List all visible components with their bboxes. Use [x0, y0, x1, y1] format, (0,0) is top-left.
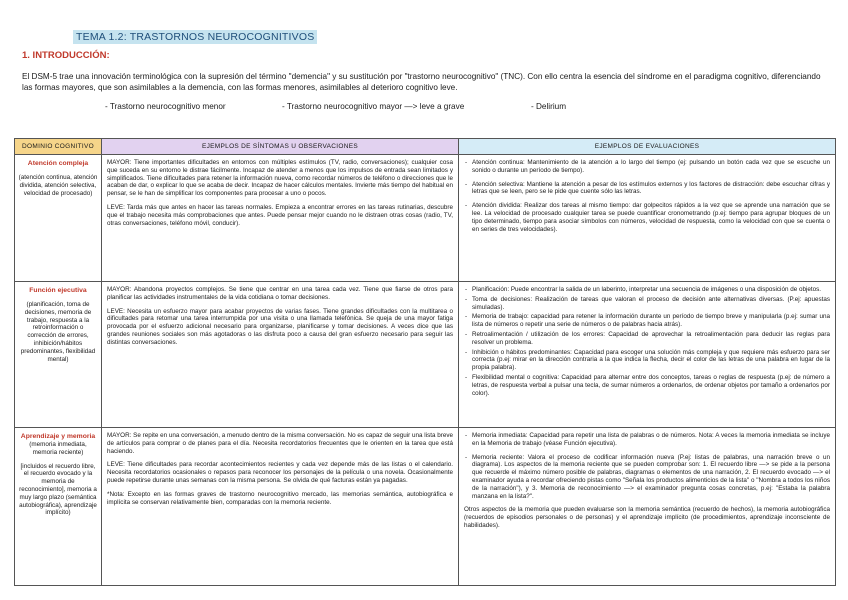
type-delirium: - Delirium — [531, 102, 567, 111]
example-mayor: MAYOR: Tiene importantes dificultades en entornos con múltiples estímulos (TV, radio, conversaciones); cualquier cosa que suceda en su entorno le distrae fácilmente. Incapaz de atender a menos que los impulsos de entrada sean limitados y simplificados. Tiene dificultades para retener la información nueva, como recordar números de teléfono o direcciones que le acaban de dar, o explicar lo que se acaba de decir. Incapaz de hacer cálculos mentales. Invierte más tiempo del habitual en pensar, se le han de simplificar los componentes para procesar a uno o pocos. — [107, 159, 453, 198]
list-item: - Atención dividida: Realizar dos tareas al mismo tiempo: dar golpecitos rápidos a la vez que se aprende una narración que se lee. La velocidad de procesado cualquier tarea se puede cuantificar cronometrando (p.ej: tiempo para agrupar bloques de un tipo determinado, tiempo para asociar símbolos con números, velocidad de respuesta, como la velocidad con que se cuenta o en series de tres velocidades). — [464, 202, 830, 233]
example-leve: LEVE: Necesita un esfuerzo mayor para acabar proyectos de varias fases. Tiene grandes dificultades con la multitarea o dificultades para retomar una tarea interrumpida por una visita o una llamada telefónica. Se queja de una mayor fatiga provocada por el esfuerzo adicional necesario para organizarse, planificarse y tomar decisiones. A veces dice que las grandes reuniones sociales son más agotadoras o las disfruta poco a causa del gran esfuerzo necesario para seguir las distintas conversaciones. — [107, 307, 453, 346]
domain-inline-sub: (memoria inmediata, memoria reciente) — [29, 441, 87, 456]
type-minor: - Trastorno neurocognitivo menor — [105, 102, 226, 111]
example-leve: LEVE: Tarda más que antes en hacer las tareas normales. Empieza a encontrar errores en las tareas rutinarias, descubre que el trabajo necesita más comprobaciones que antes. Puede pensar mejor cuando no le distraen otras cosas (radio, TV, otras conversaciones, teléfono móvil, conducir). — [107, 203, 453, 227]
evaluation-list — [464, 159, 830, 233]
document-title: TEMA 1.2: TRASTORNOS NEUROCOGNITIVOS — [73, 30, 317, 44]
header-examples: EJEMPLOS DE SÍNTOMAS U OBSERVACIONES — [102, 139, 459, 155]
domain-title: Atención compleja — [27, 160, 89, 167]
table-row — [15, 428, 836, 586]
domain-title: Aprendizaje y memoria — [20, 433, 96, 440]
evaluation-cell — [459, 428, 836, 586]
list-item: - Retroalimentación / utilización de los errores: Capacidad de aprovechar la retroalimentación para deducir las reglas para resolver un problema. — [464, 331, 830, 347]
domain-cell — [15, 282, 102, 428]
domain-subtitle: (planificación, toma de decisiones, memoria de trabajo, respuesta a la retroinformación o corrección de errores, inhibición/hábitos predominantes, flexibilidad mental) — [20, 301, 96, 363]
table-row — [15, 282, 836, 428]
evaluation-cell — [459, 155, 836, 282]
tnc-types-list — [0, 102, 848, 114]
domain-cell — [15, 428, 102, 586]
intro-paragraph: El DSM-5 trae una innovación terminológica con la supresión del término "demencia" y su sustitución por "trastorno neurocognitivo" (TNC). Con ello centra la esencia del síndrome en el paradigma cognitivo, diferenciando las formas mayores, que son asimilables a la demencia, con las formas menores, asimilables al deterioro cognitivo leve. — [22, 72, 821, 92]
list-item: - Atención continua: Mantenimiento de la atención a lo largo del tiempo (ej: pulsando un botón cada vez que se escuche un sonido o durante un período de tiempo). — [464, 159, 830, 175]
list-item: - Flexibilidad mental o cognitiva: Capacidad para alternar entre dos conceptos, tareas o reglas de respuesta (p.ej: de número a letras, de respuesta verbal a pulsar una tecla, de sumar números a ordenarlos, de ordenar objetos por tamaño a ordenarlos por color). — [464, 374, 830, 397]
domain-subtitle: (atención continua, atención dividida, atención selectiva, velocidad de procesado) — [18, 174, 98, 197]
example-mayor: MAYOR: Abandona proyectos complejos. Se tiene que centrar en una tarea cada vez. Tiene que fiarse de otros para planificar las actividades instrumentales de la vida cotidiana o tomar decisiones. — [107, 286, 453, 301]
examples-cell — [102, 428, 459, 586]
list-item: - Memoria reciente: Valora el proceso de codificar información nueva (P.ej: listas de palabras, una narración breve o un diagrama). Los aspectos de la memoria reciente que se pueden comprobar son: 1. El recuerdo libre —> se pide a la persona que recuerde el máximo número posible de palabras, diagramas o elementos de una narración, 2. El recuerdo evocado —> el examinador ayuda a recordar ofreciendo pistas como "Señala los productos alimenticios de la lista" o "Nombra a todos los niños de la narración"), y 3. Memoria de reconocimiento —> el examinador pregunta cosas concretas, p.ej: "Estaba la palabra manzana en la lista?". — [464, 454, 830, 501]
domain-cell — [15, 155, 102, 282]
type-major: - Trastorno neurocognitivo mayor —> leve a grave — [282, 102, 465, 111]
evaluation-list — [464, 286, 830, 397]
list-item: - Planificación: Puede encontrar la salida de un laberinto, interpretar una secuencia de imágenes o una disposición de objetos. — [464, 286, 830, 294]
list-item: - Toma de decisiones: Realización de tareas que valoran el proceso de decisión ante alternativas diversas. (P.ej: apuestas simuladas). — [464, 296, 830, 312]
list-item: - Memoria inmediata: Capacidad para repetir una lista de palabras o de números. Nota: A veces la memoria inmediata se incluye en la Memoria de trabajo (véase Función ejecutiva). — [464, 432, 830, 448]
header-evaluation: EJEMPLOS DE EVALUACIONES — [459, 139, 836, 155]
example-leve: LEVE: Tiene dificultades para recordar acontecimientos recientes y cada vez depende más de las listas o el calendario. Necesita recordatorios ocasionales o repasos para reconocer los personajes de la película o una novela. Ocasionalmente puede repetirse durante unas semanas con la misma persona. Se olvida de qué facturas están ya pagadas. — [107, 461, 453, 484]
list-item: - Inhibición o hábitos predominantes: Capacidad para escoger una solución más compleja y que requiere más esfuerzo para ser correcta (p.ej: mirar en la dirección contraria a la que indica la flecha, decir el color de las letras de una palabra en lugar de la propia palabra). — [464, 349, 830, 372]
examples-cell — [102, 282, 459, 428]
section-heading: 1. INTRODUCCIÓN: — [22, 50, 110, 61]
domain-subtitle: [incluidos el recuerdo libre, el recuerdo evocado y la memoria de reconocimiento], memoria a muy largo plazo (semántica autobiográfica), aprendizaje implícito) — [19, 462, 97, 517]
table-row — [15, 155, 836, 282]
domain-title: Función ejecutiva — [29, 287, 87, 294]
evaluation-cell — [459, 282, 836, 428]
title-wrap — [73, 27, 317, 45]
list-item: - Atención selectiva: Mantiene la atención a pesar de los estímulos externos y los factores de distracción: debe escuchar cifras y letras que se leen, pero se le pide que cuente sólo las letras. — [464, 181, 830, 197]
evaluation-list — [464, 432, 830, 500]
header-domain: DOMINIO COGNITIVO — [15, 139, 102, 155]
example-note: *Nota: Excepto en las formas graves de trastorno neurocognitivo mercado, las memorias semántica, autobiográfica e implícita se conservan relativamente bien, comparadas con la memoria reciente. — [107, 490, 453, 506]
example-mayor: MAYOR: Se repite en una conversación, a menudo dentro de la misma conversación. No es capaz de seguir una lista breve de artículos para comprar o de planes para el día. Necesita recordatorios frecuentes que le orienten en la tarea que está haciendo. — [107, 432, 453, 455]
evaluation-note: Otros aspectos de la memoria que pueden evaluarse son la memoria semántica (recuerdo de hechos), la memoria autobiográfica (recuerdos de episodios personales o de personas) y el aprendizaje implícito (de procedimientos, aprendizaje inconsciente de habilidades). — [464, 506, 830, 529]
table-header-row — [15, 139, 836, 155]
examples-cell — [102, 155, 459, 282]
cognitive-domains-table — [14, 138, 836, 586]
list-item: - Memoria de trabajo: capacidad para retener la información durante un período de tiempo breve y manipularla (p.ej: sumar una lista de números o repetir una serie de números o de palabras hacia atrás). — [464, 313, 830, 329]
